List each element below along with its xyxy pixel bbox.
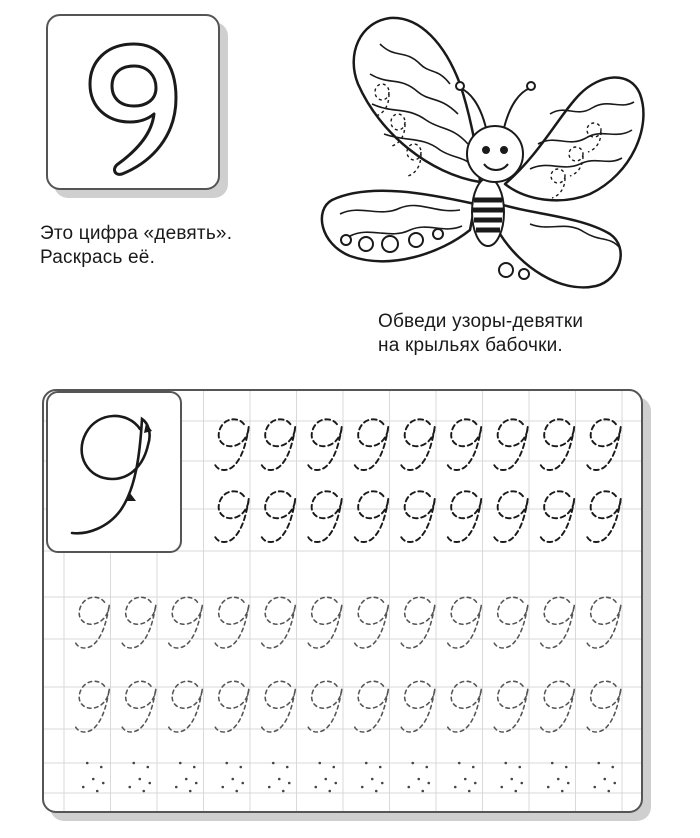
sample-nine-card (46, 391, 182, 553)
dashed-nine-glyph (448, 597, 482, 648)
dashed-nine-glyph (448, 491, 482, 542)
dashed-nine-glyph (541, 491, 575, 542)
dashed-nine-glyph (401, 597, 435, 648)
caption-line: Это цифра «девять». (40, 223, 233, 244)
dot-guide (221, 762, 244, 793)
dashed-nine-glyph (401, 681, 435, 732)
dashed-nine-glyph (587, 419, 621, 470)
dashed-nine-glyph (355, 597, 389, 648)
dashed-nine-glyph (355, 681, 389, 732)
dashed-nine-glyph (494, 419, 528, 470)
dot-guide (593, 762, 616, 793)
dashed-nine-glyph (215, 491, 249, 542)
dot-guide (314, 762, 337, 793)
dashed-nine-glyph (215, 681, 249, 732)
dashed-nine-glyph (401, 491, 435, 542)
dashed-nine-glyph (494, 681, 528, 732)
caption-line: Обведи узоры-девятки (378, 311, 584, 332)
dashed-nine-glyph (169, 681, 203, 732)
dashed-nine-glyph (494, 491, 528, 542)
dashed-nine-glyph (541, 681, 575, 732)
outlined-nine-digit (48, 16, 218, 188)
dashed-nine-glyph (494, 597, 528, 648)
dot-guide (547, 762, 570, 793)
caption-trace-nine-patterns (378, 310, 678, 358)
dashed-nine-glyph (355, 419, 389, 470)
dot-guide (128, 762, 151, 793)
dot-guide (268, 762, 291, 793)
dot-guide (500, 762, 523, 793)
dot-guide (175, 762, 198, 793)
dashed-nine-glyph (448, 681, 482, 732)
dashed-nine-glyph (262, 491, 296, 542)
dashed-nine-glyph (401, 419, 435, 470)
dashed-nine-glyph (262, 419, 296, 470)
dashed-nine-glyph (76, 681, 110, 732)
dashed-nine-glyph (308, 597, 342, 648)
dashed-nine-glyph (355, 491, 389, 542)
dashed-nine-glyph (76, 597, 110, 648)
dot-guide (361, 762, 384, 793)
dashed-nine-glyph (215, 419, 249, 470)
dot-guide (82, 762, 105, 793)
dot-guide (407, 762, 430, 793)
dot-guide (454, 762, 477, 793)
dashed-nine-glyph (448, 419, 482, 470)
dashed-nine-glyph (541, 419, 575, 470)
digit-nine-card (46, 14, 220, 190)
dashed-nine-glyph (308, 491, 342, 542)
dashed-nine-glyph (587, 491, 621, 542)
dashed-nine-glyph (541, 597, 575, 648)
dashed-nine-glyph (122, 597, 156, 648)
dashed-nine-glyph (308, 419, 342, 470)
dashed-nine-glyph (262, 597, 296, 648)
dashed-nine-glyph (262, 681, 296, 732)
caption-line: на крыльях бабочки. (378, 335, 563, 356)
dashed-nine-glyph (122, 681, 156, 732)
caption-this-is-nine (40, 222, 340, 270)
dashed-nine-glyph (587, 681, 621, 732)
dashed-nine-glyph (587, 597, 621, 648)
dashed-nine-glyph (215, 597, 249, 648)
butterfly-illustration (310, 4, 660, 294)
dashed-nine-glyph (169, 597, 203, 648)
caption-line: Раскрась её. (40, 247, 156, 268)
dashed-nine-glyph (308, 681, 342, 732)
sample-nine-stroke (48, 393, 180, 551)
